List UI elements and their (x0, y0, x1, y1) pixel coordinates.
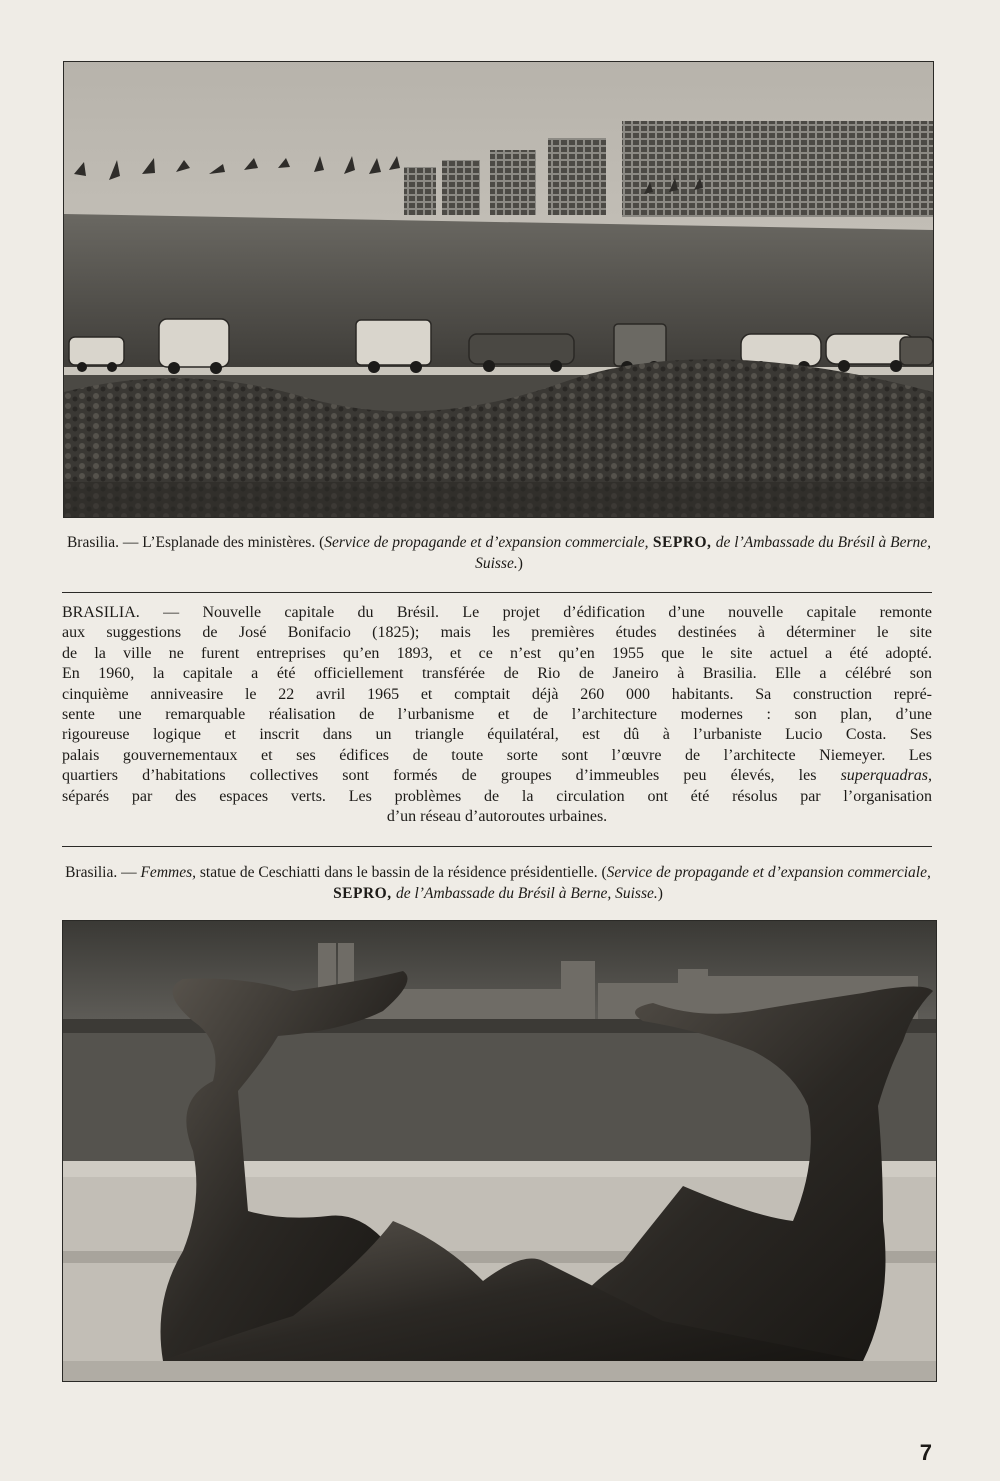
article-line: rigoureuse logique et inscrit dans un triangle équilatéral, est dû à l’urbaniste Lucio Costa. Ses (62, 726, 932, 744)
page-number: 7 (919, 1440, 932, 1465)
caption-description: statue de Ceschiatti dans le bassin de la résidence présidentielle. ( (196, 864, 607, 881)
caption-credit-source: de l’Ambassade du Brésil à Berne, Suisse. (396, 885, 658, 902)
photo2-caption (60, 862, 936, 904)
article-line: BRASILIA. — Nouvelle capitale du Brésil. Le projet d’édification d’une nouvelle capitale remonte (62, 604, 932, 621)
divider-rule (62, 846, 932, 847)
photo-femmes-statue (62, 920, 937, 1382)
article-line: palais gouvernementaux et ses édifices de toute sorte sont l’œuvre de l’architecte Niemeyer. Les (62, 746, 932, 764)
article-line: sente une remarquable réalisation de l’urbanisme et de l’architecture modernes : son plan, d’une (62, 706, 932, 724)
article-line: En 1960, la capitale a été officiellement transférée de Rio de Janeiro à Brasilia. Elle a célébré son (62, 665, 932, 683)
article-term-superquadras: superquadras, (840, 767, 932, 785)
divider-rule (62, 592, 932, 593)
article-line (62, 766, 932, 786)
article-line-last: d’un réseau d’autoroutes urbaines. (386, 808, 608, 826)
article-line: séparés par des espaces verts. Les problèmes de la circulation ont été résolus par l’organisation (62, 787, 932, 805)
caption-credit: Service de propagande et d’expansion commerciale, (324, 534, 649, 551)
article-line-text: quartiers d’habitations collectives sont formés de groupes d’immeubles peu élevés, les (62, 767, 841, 785)
article-brasilia (62, 603, 932, 827)
caption-credit-source: de l’Ambassade du Brésil à Berne, Suisse. (475, 534, 932, 572)
article-line: aux suggestions de José Bonifacio (1825); mais les premières études destinées à déterminer le site (62, 624, 932, 642)
caption-artwork-title: Femmes, (140, 864, 196, 881)
article-line: cinquième anniveasire le 22 avril 1965 et comptait déjà 260 000 habitants. Sa construction repré- (62, 685, 932, 703)
photo1-caption (63, 532, 935, 574)
caption-text: Brasilia. — L’Esplanade des ministères. ( (66, 534, 325, 551)
article-line: de la ville ne furent entreprises qu’en 1893, et ce n’est qu’en 1955 que le site actuel a été adopté. (62, 644, 932, 662)
caption-text: Brasilia. — (65, 864, 141, 881)
caption-agency: SEPRO, (648, 534, 716, 551)
caption-close: ) (517, 555, 523, 572)
caption-agency: SEPRO, (333, 885, 396, 902)
caption-close: ) (657, 885, 663, 902)
photo-esplanade-ministeres (63, 61, 934, 518)
caption-credit: Service de propagande et d’expansion commerciale, (606, 864, 931, 881)
